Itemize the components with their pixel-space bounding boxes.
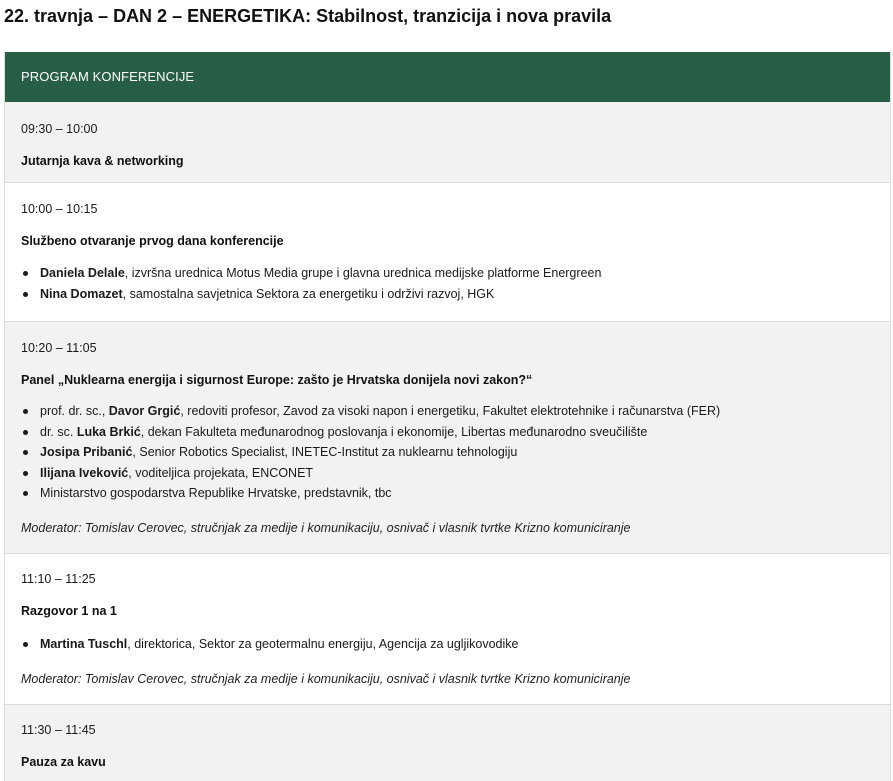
program-header: PROGRAM KONFERENCIJE — [5, 52, 890, 102]
speaker-prefix: Ministarstvo gospodarstva Republike Hrvatske, predstavnik, tbc — [40, 486, 392, 500]
session-row — [5, 322, 890, 554]
speaker-name: Ilijana Iveković — [40, 465, 129, 480]
speaker-role: , dekan Fakulteta međunarodnog poslovanja i ekonomije, Libertas međunarodno sveučilište — [140, 424, 648, 439]
speaker-item — [21, 284, 601, 305]
session-row — [5, 554, 890, 705]
bullet-icon — [23, 292, 28, 297]
speaker-role: , voditeljica projekata, ENCONET — [128, 465, 314, 480]
speaker-role: , redoviti profesor, Zavod za visoki napon i energetiku, Fakultet elektrotehnike i računarstva (FER) — [180, 404, 721, 418]
session-time: 10:20 – 11:05 — [21, 341, 97, 355]
bullet-icon — [23, 271, 28, 276]
speaker-list — [21, 401, 720, 504]
session-time: 10:00 – 10:15 — [21, 202, 98, 216]
session-title: Službeno otvaranje prvog dana konferencije — [21, 234, 284, 248]
speaker-list — [21, 634, 518, 655]
session-title: Jutarnja kava & networking — [21, 154, 184, 168]
speaker-item — [21, 483, 720, 504]
speaker-item — [21, 401, 720, 422]
program-table — [4, 52, 891, 781]
session-time: 11:10 – 11:25 — [21, 572, 96, 586]
session-row — [5, 183, 890, 322]
day-title: 22. travnja – DAN 2 – ENERGETIKA: Stabilnost, tranzicija i nova pravila — [4, 6, 612, 26]
session-title: Razgovor 1 na 1 — [21, 604, 117, 618]
speaker-item — [21, 422, 720, 443]
speaker-role: , direktorica, Sektor za geotermalnu energiju, Agencija za ugljikovodike — [127, 637, 519, 651]
session-time: 09:30 – 10:00 — [21, 122, 98, 136]
bullet-icon — [23, 450, 28, 455]
session-time: 11:30 – 11:45 — [21, 723, 96, 737]
speaker-name: Martina Tuschl — [40, 637, 128, 651]
speaker-item — [21, 442, 720, 463]
speaker-item — [21, 463, 720, 484]
bullet-icon — [23, 409, 28, 414]
session-title: Panel „Nuklearna energija i sigurnost Europe: zašto je Hrvatska donijela novi zakon?“ — [21, 373, 533, 387]
bullet-icon — [23, 430, 28, 435]
session-row — [5, 102, 890, 183]
speaker-name: Luka Brkić — [76, 424, 141, 439]
speaker-role: , izvršna urednica Motus Media grupe i glavna urednica medijske platforme Energreen — [124, 266, 602, 280]
session-title: Pauza za kavu — [21, 755, 106, 769]
bullet-icon — [23, 491, 28, 496]
speaker-prefix: prof. dr. sc., — [40, 404, 109, 418]
speaker-name: Davor Grgić — [108, 404, 181, 418]
speaker-name: Nina Domazet — [40, 286, 123, 301]
speaker-name: Josipa Pribanić — [40, 445, 133, 459]
speaker-role: , Senior Robotics Specialist, INETEC-Institut za nuklearnu tehnologiju — [132, 445, 518, 459]
speaker-list — [21, 263, 601, 304]
bullet-icon — [23, 642, 28, 647]
bullet-icon — [23, 471, 28, 476]
speaker-item — [21, 263, 601, 284]
session-moderator: Moderator: Tomislav Cerovec, stručnjak za medije i komunikaciju, osnivač i vlasnik tvrtke Krizno komuniciranje — [21, 521, 631, 535]
session-row — [5, 705, 890, 781]
session-moderator: Moderator: Tomislav Cerovec, stručnjak za medije i komunikaciju, osnivač i vlasnik tvrtke Krizno komuniciranje — [21, 672, 631, 686]
speaker-prefix: dr. sc. — [40, 424, 77, 439]
speaker-role: , samostalna savjetnica Sektora za energetiku i održivi razvoj, HGK — [122, 286, 495, 301]
speaker-item — [21, 634, 518, 655]
speaker-name: Daniela Delale — [40, 266, 125, 280]
